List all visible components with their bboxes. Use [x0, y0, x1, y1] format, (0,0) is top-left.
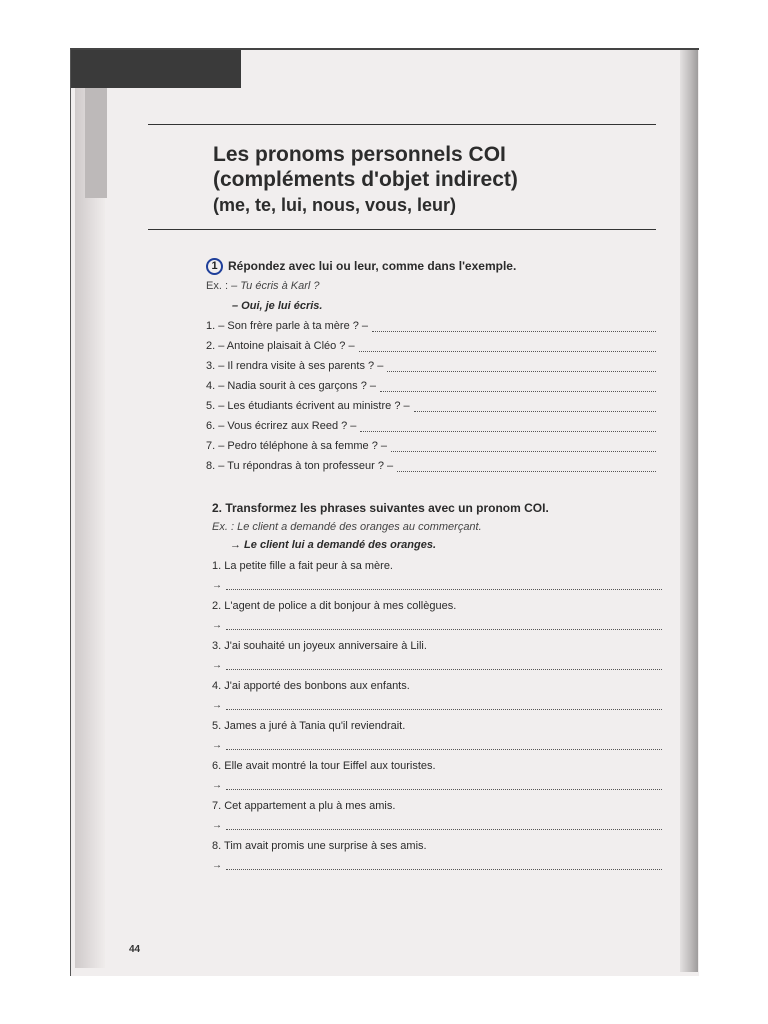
answer-line[interactable]: [372, 317, 656, 332]
item-question: 2. – Antoine plaisait à Cléo ? –: [206, 340, 355, 352]
answer-line[interactable]: [226, 819, 662, 830]
answer-line[interactable]: [359, 337, 656, 352]
exercise-1-item: [206, 336, 656, 356]
title-line-1: Les pronoms personnels COI: [213, 143, 506, 166]
title-line-2: (compléments d'objet indirect): [213, 168, 518, 191]
arrow-icon: →: [212, 700, 222, 711]
answer-line[interactable]: [360, 417, 656, 432]
exercise-1-heading: [206, 256, 656, 276]
exercise-2-item: 8. Tim avait promis une surprise à ses amis.: [212, 840, 427, 852]
item-question: 4. – Nadia sourit à ces garçons ? –: [206, 380, 376, 392]
exercise-1: [206, 256, 656, 476]
exercise-number-circle: 1: [206, 258, 223, 275]
exercise-2-item: 1. La petite fille a fait peur à sa mère.: [212, 560, 393, 572]
answer-row: [212, 776, 662, 794]
example-label: Ex. :: [206, 280, 229, 292]
answer-row: [212, 576, 662, 594]
exercise-1-example: [206, 276, 656, 296]
item-question: 6. – Vous écrirez aux Reed ? –: [206, 420, 357, 432]
answer-line[interactable]: [226, 699, 662, 710]
answer-line[interactable]: [226, 779, 662, 790]
example-label: Ex. :: [212, 521, 235, 533]
item-question: 1. – Son frère parle à ta mère ? –: [206, 320, 369, 332]
exercise-2-item: 3. J'ai souhaité un joyeux anniversaire à Lili.: [212, 640, 427, 652]
arrow-icon: →: [212, 780, 222, 791]
exercise-1-item: [206, 356, 656, 376]
title-line-3: (me, te, lui, nous, vous, leur): [213, 195, 457, 215]
item-question: 5. – Les étudiants écrivent au ministre ? –: [206, 400, 410, 412]
answer-line[interactable]: [380, 377, 656, 392]
arrow-icon: →: [212, 740, 222, 751]
arrow-icon: →: [212, 820, 222, 831]
answer-line[interactable]: [226, 659, 662, 670]
exercise-2: [212, 498, 662, 874]
answer-line[interactable]: [397, 457, 656, 472]
answer-line[interactable]: [226, 859, 662, 870]
answer-row: [212, 816, 662, 834]
exercise-1-example-answer: – Oui, je lui écris.: [232, 300, 323, 312]
answer-line[interactable]: [226, 579, 662, 590]
arrow-icon: →: [212, 860, 222, 871]
exercise-1-instruction: Répondez avec lui ou leur, comme dans l'exemple.: [228, 259, 517, 273]
answer-row: [212, 616, 662, 634]
answer-line[interactable]: [387, 357, 656, 372]
answer-line[interactable]: [226, 739, 662, 750]
item-question: 7. – Pedro téléphone à sa femme ? –: [206, 440, 388, 452]
item-question: 8. – Tu répondras à ton professeur ? –: [206, 460, 394, 472]
exercise-2-example-answer: → Le client lui a demandé des oranges.: [230, 539, 437, 551]
answer-row: [212, 696, 662, 714]
exercise-2-item: 5. James a juré à Tania qu'il reviendrait.: [212, 720, 406, 732]
answer-line[interactable]: [226, 619, 662, 630]
example-question: – Tu écris à Karl ?: [231, 280, 320, 292]
page-number: 44: [129, 944, 141, 955]
example-sentence: Le client a demandé des oranges au commerçant.: [237, 521, 482, 533]
exercise-2-instruction: 2. Transformez les phrases suivantes avec un pronom COI.: [212, 501, 549, 515]
corner-tab: [71, 50, 241, 88]
exercise-1-item: [206, 316, 656, 336]
answer-row: [212, 856, 662, 874]
page-title: [213, 142, 653, 218]
spine-band: [85, 88, 107, 198]
exercise-1-item: [206, 436, 656, 456]
answer-row: [212, 656, 662, 674]
item-question: 3. – Il rendra visite à ses parents ? –: [206, 360, 384, 372]
exercise-1-item: [206, 416, 656, 436]
exercise-1-item: [206, 456, 656, 476]
arrow-icon: →: [212, 620, 222, 631]
exercise-2-example: [212, 518, 662, 536]
top-rule: [148, 124, 656, 125]
arrow-icon: →: [212, 660, 222, 671]
answer-line[interactable]: [414, 397, 656, 412]
exercise-1-item: [206, 376, 656, 396]
exercise-2-item: 2. L'agent de police a dit bonjour à mes collègues.: [212, 600, 457, 612]
title-bottom-rule: [148, 229, 656, 230]
answer-row: [212, 736, 662, 754]
page-edge-shadow: [680, 50, 698, 972]
answer-line[interactable]: [391, 437, 656, 452]
exercise-1-item: [206, 396, 656, 416]
page-spine-shadow: [75, 88, 105, 968]
exercise-2-item: 4. J'ai apporté des bonbons aux enfants.: [212, 680, 410, 692]
exercise-2-item: 6. Elle avait montré la tour Eiffel aux touristes.: [212, 760, 436, 772]
arrow-icon: →: [212, 580, 222, 591]
exercise-2-item: 7. Cet appartement a plu à mes amis.: [212, 800, 396, 812]
